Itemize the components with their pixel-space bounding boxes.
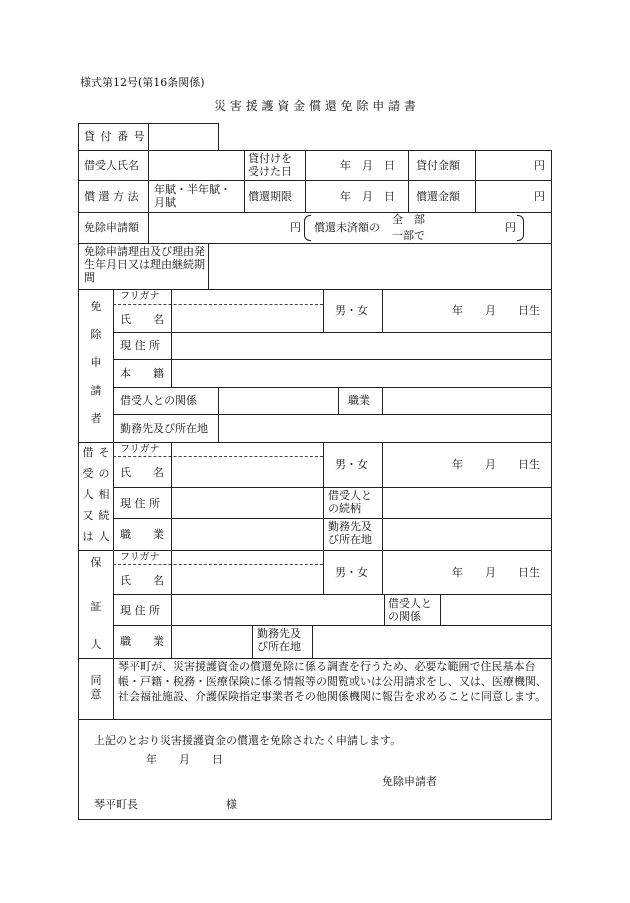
repay-amount-label: 償還金額 — [416, 190, 460, 203]
guarantor-relation-label: 借受人との関係 — [388, 597, 432, 623]
unpaid-all: 全 部 — [392, 213, 425, 226]
footer-sama: 様 — [226, 798, 237, 811]
received-date-value: 年 月 日 — [340, 159, 395, 172]
repay-amount-yen: 円 — [534, 190, 545, 203]
heir-occupation-label: 職 業 — [120, 528, 164, 541]
footer-mayor: 琴平町長 — [94, 798, 138, 811]
applicant-group-label: 免 除 申 請 者 — [90, 300, 102, 425]
consent-text: 琴平町が、災害援護資金の償還免除に係る調査を行うため、必要な範囲で住民基本台帳・戸籍・税務・医療保険に係る情報等の閲覧或いは公用請求をし、又は、医療機関、社会福祉施設、介護保険指定事業者その他関係機関に報告を求めることに同意します。 — [118, 660, 547, 703]
heir-sex: 男・女 — [335, 458, 368, 471]
guarantor-sex: 男・女 — [335, 566, 368, 579]
footer-applicant: 免除申請者 — [382, 775, 437, 788]
repay-period-label: 償還期限 — [248, 190, 292, 203]
form-title: 災 害 援 護 資 金 償 還 免 除 申 請 書 — [214, 99, 416, 113]
footer-statement: 上記のとおり災害援護資金の償還を免除されたく申請します。 — [94, 734, 402, 747]
guarantor-name-label: 氏 名 — [120, 574, 164, 587]
repay-method-label: 償 還 方 法 — [84, 190, 139, 203]
applicant-sex: 男・女 — [335, 304, 368, 317]
bracket-left — [304, 215, 311, 241]
exempt-amount-label: 免除申請額 — [84, 221, 139, 234]
guarantor-address-label: 現 住 所 — [120, 604, 160, 617]
footer-date: 年 月 日 — [146, 753, 223, 766]
bracket-right — [517, 215, 524, 241]
unpaid-part: 一部で — [392, 229, 425, 242]
applicant-name-label: 氏 名 — [120, 313, 164, 326]
heir-workplace-label: 勤務先及び所在地 — [328, 520, 372, 546]
borrower-name-label: 借受人氏名 — [84, 159, 139, 172]
unpaid-label: 償還未済額の — [314, 221, 380, 234]
received-date-label: 貸付けを受けた日 — [248, 152, 292, 178]
loan-amount-label: 貸付金額 — [416, 159, 460, 172]
guarantor-birth: 年 月 日生 — [452, 566, 540, 579]
repay-period-value: 年 月 日 — [340, 190, 395, 203]
guarantor-group-label: 保 証 人 — [90, 556, 102, 651]
guarantor-workplace-label: 勤務先及び所在地 — [257, 627, 301, 653]
applicant-domicile-label: 本 籍 — [120, 367, 164, 380]
applicant-birth: 年 月 日生 — [452, 304, 540, 317]
reason-label: 免除申請理由及び理由発生年月日又は理由継続期間 — [84, 245, 205, 284]
heir-furigana-label: フリガナ — [120, 444, 160, 455]
unpaid-yen: 円 — [505, 221, 516, 234]
heir-group-label-col2: そ の 相 続 人 — [98, 446, 110, 543]
applicant-workplace-label: 勤務先及び所在地 — [120, 422, 208, 435]
guarantor-occupation-label: 職 業 — [120, 635, 164, 648]
applicant-occupation-label: 職業 — [348, 394, 370, 407]
heir-birth: 年 月 日生 — [452, 458, 540, 471]
applicant-relation-label: 借受人との関係 — [120, 394, 197, 407]
form-number: 様式第12号(第16条関係) — [80, 76, 205, 89]
guarantor-furigana-label: フリガナ — [120, 552, 160, 563]
applicant-furigana-label: フリガナ — [120, 291, 160, 302]
exempt-amount-yen: 円 — [290, 221, 301, 234]
loan-number-label: 貸 付 番 号 — [84, 130, 146, 143]
repay-method-options: 年賦・半年賦・月賦 — [154, 183, 231, 209]
loan-amount-yen: 円 — [534, 159, 545, 172]
heir-relation-label: 借受人との続柄 — [328, 489, 372, 515]
heir-address-label: 現 住 所 — [120, 497, 160, 510]
heir-name-label: 氏 名 — [120, 466, 164, 479]
heir-group-label-col1: 借 受 人 又 は — [82, 446, 94, 543]
consent-label: 同 意 — [90, 674, 102, 701]
applicant-address-label: 現 住 所 — [120, 339, 160, 352]
